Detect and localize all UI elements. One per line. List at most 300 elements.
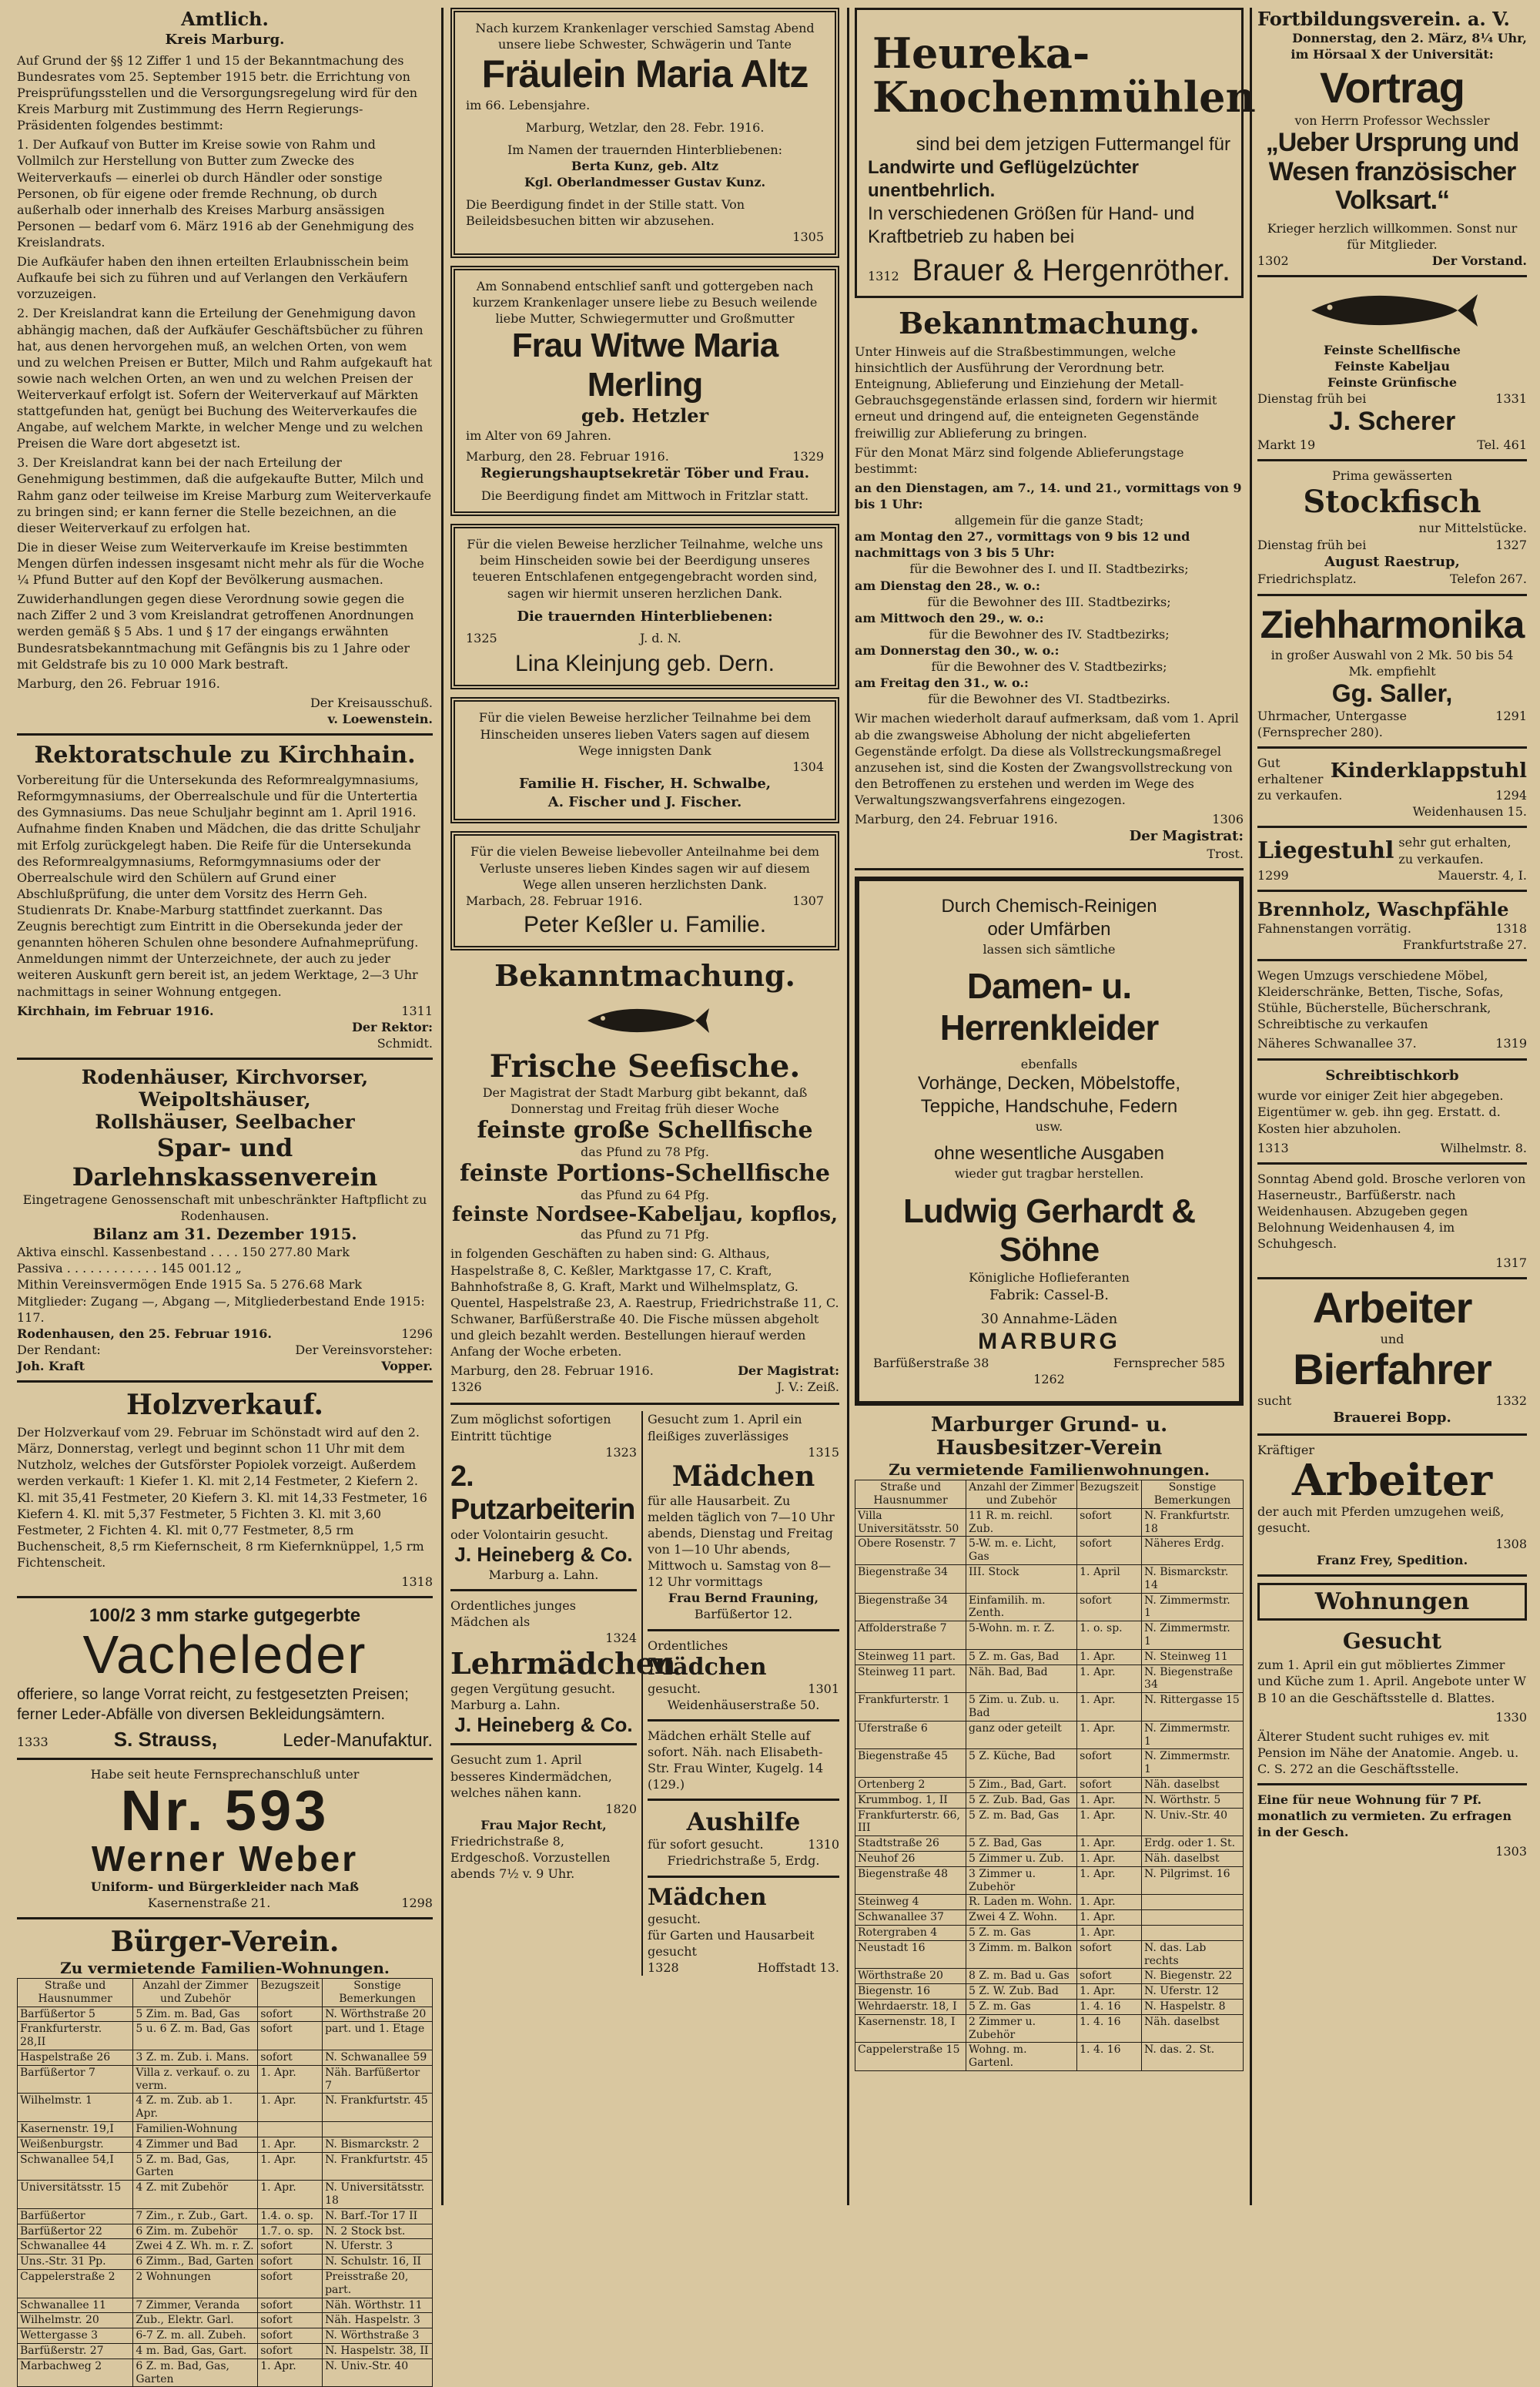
- signature: Trost.: [1207, 846, 1244, 861]
- divider: [17, 733, 433, 736]
- table-row: [855, 1836, 1244, 1852]
- ad-text: wieder gut tragbar herstellen.: [954, 1166, 1144, 1182]
- ad-number: 1307: [792, 893, 824, 908]
- ad-line: Feinste Schellfische: [1324, 342, 1461, 357]
- table-cell: N. Universitätsstr. 18: [323, 2181, 433, 2209]
- table-cell: 1. Apr.: [1077, 1792, 1142, 1808]
- table-row: [18, 2255, 433, 2270]
- stockfisch-ad: [1257, 468, 1527, 587]
- table-cell: 6 Z. m. Bad, Gas, Garten: [133, 2359, 258, 2387]
- ad-text: sehr gut erhalten, zu verkaufen.: [1398, 835, 1512, 867]
- bierfahrer-ad: [1257, 1283, 1527, 1427]
- sparverein-notice: [17, 1066, 433, 1374]
- ad-number: 1302: [1257, 253, 1289, 268]
- table-cell: N. Biegenstr. 22: [1142, 1969, 1244, 1984]
- table-cell: N. Zimmermstr. 1: [1142, 1593, 1244, 1621]
- table-cell: 1.7. o. sp.: [258, 2224, 323, 2239]
- table-cell: Biegenstr. 16: [855, 1984, 966, 2000]
- ad-number: 1262: [1033, 1372, 1065, 1387]
- ad-text: oder Volontairin gesucht.: [450, 1527, 609, 1542]
- ad-text: oder Umfärben: [987, 919, 1111, 940]
- table-cell: 1. Apr.: [1077, 1926, 1142, 1941]
- table-cell: N. Zimmermstr. 1: [1142, 1621, 1244, 1650]
- ad-top: Habe seit heute Fernsprechanschluß unter: [90, 1767, 360, 1782]
- signature: Der Magistrat:: [1129, 828, 1244, 845]
- table-cell: N. Wörthstr. 5: [1142, 1792, 1244, 1808]
- schreibtischkorb-ad: [1257, 1067, 1527, 1156]
- divider: [17, 1917, 433, 1919]
- table-row: [18, 2181, 433, 2209]
- ad-text: sind bei dem jetzigen Futtermangel für: [916, 134, 1230, 155]
- table-cell: Biegenstraße 34: [855, 1593, 966, 1621]
- obit-name: Fräulein Maria Altz: [481, 52, 808, 96]
- ad-number: 1328: [648, 1960, 679, 1975]
- section-subheading: Kreis Marburg.: [165, 32, 285, 48]
- ad-firm: Ludwig Gerhardt & Söhne: [903, 1192, 1195, 1269]
- table-cell: III. Stock: [966, 1565, 1077, 1594]
- ad-text: für sofort gesucht.: [648, 1837, 764, 1852]
- table-cell: [323, 2122, 433, 2137]
- divider: [1257, 1162, 1527, 1165]
- notice-title: Spar- und Darlehnskassenverein: [72, 1132, 378, 1192]
- ad-text: Landwirte und Geflügelzüchter unentbehrlich.: [868, 157, 1140, 201]
- ad-city: MARBURG: [978, 1329, 1120, 1355]
- table-cell: 5 Z. m. Gas: [966, 1926, 1077, 1941]
- paragraph: 2. Der Kreislandrat kann die Erteilung der Genehmigung davon abhängig machen, daß der Aufkäufer Geschäftsbücher zu führen hat, aus denen hervorgehen muß, an welchen Orten, von wem und zu welchen Preisen er Butter, Milch und Rahm aufgekauft hat sowie nach welchen Orten, an wen und zu welchen Preisen der Weiterverkauf erfolgt ist. Sofern der Weiterverkauf auf Märkten stattgefunden hat, genügt bei Buchung des Weiterverkaufes die Angabe, auf welchem Markte, in welcher Menge und zu welchen Preisen die Ware dort abgesetzt ist.: [17, 306, 433, 451]
- ad-phone: Tel. 461: [1477, 438, 1527, 453]
- table-cell: 1. Apr.: [1077, 1649, 1142, 1665]
- table-cell: Schwanallee 11: [18, 2298, 133, 2313]
- table-cell: 6-7 Z. m. all. Zubeh.: [133, 2328, 258, 2344]
- date-line: Marburg, den 28. Februar 1916.: [450, 1363, 654, 1379]
- table-cell: 1. 4. 16: [1077, 2014, 1142, 2043]
- table-cell: sofort: [258, 2022, 323, 2050]
- table-cell: 1. Apr.: [258, 2152, 323, 2181]
- ad-head: Mädchen: [648, 1653, 767, 1681]
- date-line: Kirchhain, im Februar 1916.: [17, 1003, 214, 1018]
- table-row: [855, 1508, 1244, 1537]
- table-row: [18, 2094, 433, 2122]
- divider: [17, 1596, 433, 1598]
- table-cell: N. Steinweg 11: [1142, 1649, 1244, 1665]
- table-cell: Frankfurterstr. 28,II: [18, 2022, 133, 2050]
- table-cell: Barfüßertor 5: [18, 2006, 133, 2022]
- table-cell: [258, 2122, 323, 2137]
- ad-number: 1305: [792, 230, 824, 245]
- fish-item: feinste Nordsee-Kabeljau, kopflos,: [451, 1203, 839, 1227]
- ad-text: zum 1. April ein gut möbliertes Zimmer und Küche zum 1. April. Angebote unter W B 10 an die Geschäftsstelle d. Blattes.: [1257, 1658, 1526, 1705]
- divider: [1257, 959, 1527, 961]
- divider: [17, 1058, 433, 1060]
- notice-sub: Eingetragene Genossenschaft mit unbeschränkter Haftpflicht zu Rodenhausen.: [22, 1192, 427, 1224]
- notice-text: Für den Monat März sind folgende Ablieferungstage bestimmt:: [855, 444, 1184, 476]
- signature: Der Magistrat:: [738, 1363, 839, 1379]
- obit-name: Frau Witwe Maria Merling: [511, 326, 778, 404]
- ziehharmonika-ad: [1257, 602, 1527, 740]
- ad-head: Stockfisch: [1303, 484, 1481, 521]
- collection-date-line: am Montag den 27., vormittags von 9 bis 12 und nachmittags von 3 bis 5 Uhr:: [855, 529, 1190, 561]
- table-header-cell: Anzahl der Zimmer und Zubehör: [966, 1480, 1077, 1509]
- table-cell: Weißenburgstr.: [18, 2137, 133, 2152]
- divider: [1257, 890, 1527, 892]
- table-row: [855, 1665, 1244, 1693]
- table-cell: 5 Z. m. Gas: [966, 1999, 1077, 2014]
- section-title: Wohnungen: [1257, 1583, 1527, 1621]
- notice-title: Bekanntmachung.: [494, 957, 795, 993]
- divider: [1257, 459, 1527, 461]
- ad-head: Lehrmädchen: [450, 1646, 676, 1681]
- divider: [1257, 1277, 1527, 1279]
- notice-names: Rodenhäuser, Kirchvorser, Weipoltshäuser,: [81, 1065, 369, 1111]
- table-cell: sofort: [258, 2328, 323, 2344]
- rektoratschule-ad: [17, 742, 433, 1051]
- obit-intro: Nach kurzem Krankenlager verschied Samstag Abend unsere liebe Schwester, Schwägerin und Tante: [475, 21, 815, 52]
- table-cell: 1. Apr.: [1077, 1836, 1142, 1852]
- table-cell: N. Zimmermstr. 1: [1142, 1749, 1244, 1778]
- table-cell: 1. 4. 16: [1077, 1999, 1142, 2014]
- table-cell: sofort: [1077, 1969, 1142, 1984]
- ad-number: 1333: [17, 1735, 49, 1750]
- table-cell: 4 Z. mit Zubehör: [133, 2181, 258, 2209]
- table-cell: 1. Apr.: [1077, 1984, 1142, 2000]
- divider: [1257, 1058, 1527, 1061]
- table-cell: N. Univ.-Str. 40: [1142, 1808, 1244, 1836]
- table-cell: Zwei 4 Z. Wohn.: [966, 1910, 1077, 1926]
- heureka-ad: [855, 8, 1256, 298]
- obit-mourner: Regierungshauptsekretär Töber und Frau.: [480, 465, 809, 482]
- ad-firm: S. Strauss,: [113, 1728, 218, 1752]
- ad-text: Durch Chemisch-Reinigen: [941, 896, 1157, 917]
- table-cell: 5 Z. m. Gas, Bad: [966, 1649, 1077, 1665]
- table-cell: N. Schwanallee 59: [323, 2050, 433, 2066]
- apartment-table: [855, 1480, 1244, 2071]
- table-row: [855, 1749, 1244, 1778]
- ad-head: Vortrag: [1320, 63, 1465, 112]
- ad-line: Dienstag früh bei: [1257, 391, 1367, 407]
- ad-line: Feinste Kabeljau: [1334, 358, 1451, 374]
- table-cell: N. Univ.-Str. 40: [323, 2359, 433, 2387]
- ad-text: Teppiche, Handschuhe, Federn: [920, 1096, 1178, 1118]
- table-cell: Rotergraben 4: [855, 1926, 966, 1941]
- ad-head: Arbeiter: [1291, 1455, 1492, 1507]
- ad-sub: Uhrmacher, Untergasse (Fernsprecher 280).: [1257, 708, 1407, 739]
- table-cell: 1. Apr.: [258, 2137, 323, 2152]
- fortbildung-ad: [1257, 8, 1527, 269]
- ad-number: 1323: [605, 1444, 637, 1460]
- ad-number: 1306: [1212, 812, 1244, 827]
- table-cell: 5 Zim., Bad, Gart.: [966, 1778, 1077, 1793]
- table-cell: Barfüßertor: [18, 2208, 133, 2224]
- grundverein-table: [855, 1413, 1244, 2071]
- divider: [648, 1799, 839, 1801]
- ad-text: Älterer Student sucht ruhiges ev. mit Pension im Nähe der Anatomie. Angeb. u. C. S. 272 an die Geschäftsstelle.: [1257, 1728, 1519, 1776]
- ad-address: Markt 19: [1257, 438, 1316, 453]
- ad-number: 1291: [1495, 708, 1527, 723]
- table-cell: N. Biegenstraße 34: [1142, 1665, 1244, 1693]
- table-cell: 5 Z. Bad, Gas: [966, 1836, 1077, 1852]
- table-cell: N. Rittergasse 15: [1142, 1693, 1244, 1722]
- column-2: [450, 8, 839, 2205]
- amtlich-notice: [17, 8, 433, 727]
- table-cell: 1. Apr.: [1077, 1665, 1142, 1693]
- ad-text: usw.: [1035, 1119, 1063, 1135]
- table-cell: Barfüßerstr. 27: [18, 2344, 133, 2359]
- table-cell: 11 R. m. reichl. Zub.: [966, 1508, 1077, 1537]
- table-cell: Stadtstraße 26: [855, 1836, 966, 1852]
- table-cell: Ortenberg 2: [855, 1778, 966, 1793]
- table-cell: N. Frankfurtstr. 45: [323, 2094, 433, 2122]
- table-row: [855, 1926, 1244, 1941]
- table-cell: 5-Wohn. m. r. Z.: [966, 1621, 1077, 1650]
- table-cell: Biegenstraße 48: [855, 1866, 966, 1895]
- divider: [648, 1719, 839, 1722]
- thanks-name: Lina Kleinjung geb. Dern.: [515, 651, 775, 677]
- bilanz-line: Mithin Vereinsvermögen Ende 1915 Sa. 5 276.68 Mark: [17, 1277, 362, 1292]
- signature: Joh. Kraft: [17, 1358, 85, 1373]
- table-cell: 1. April: [1077, 1565, 1142, 1594]
- ad-name: Frau Bernd Frauning,: [668, 1591, 819, 1606]
- table-cell: Affolderstraße 7: [855, 1621, 966, 1650]
- ad-sub: Uniform- und Bürgerkleider nach Maß: [90, 1879, 360, 1894]
- table-cell: 4 Z. m. Zub. ab 1. Apr.: [133, 2094, 258, 2122]
- ad-number: 1329: [792, 449, 824, 464]
- signature: Der Kreisausschuß.: [310, 695, 433, 710]
- table-cell: N. Haspelstr. 38, II: [323, 2344, 433, 2359]
- obit-age: im Alter von 69 Jahren.: [466, 428, 611, 444]
- fish-price: das Pfund zu 71 Pfg.: [581, 1227, 709, 1242]
- table-row: [855, 1999, 1244, 2014]
- table-cell: sofort: [258, 2239, 323, 2255]
- umzug-ad: [1257, 967, 1527, 1052]
- table-cell: Krummbog. 1, II: [855, 1792, 966, 1808]
- ad-text: Vorhänge, Decken, Möbelstoffe,: [917, 1073, 1181, 1095]
- table-cell: Näh. Wörthstr. 11: [323, 2298, 433, 2313]
- ad-address: Weidenhausen 15.: [1412, 804, 1527, 820]
- ad-address: Friedrichstraße 8, Erdgeschoß. Vorzustellen abends 7½ v. 9 Uhr.: [450, 1834, 611, 1882]
- obit-place: Marburg, Wetzlar, den 28. Febr. 1916.: [525, 119, 765, 135]
- ad-head: Damen- u. Herrenkleider: [939, 966, 1159, 1048]
- ad-address: Wilhelmstr. 8.: [1440, 1140, 1527, 1155]
- ad-fabrik: Fabrik: Cassel-B.: [989, 1286, 1109, 1303]
- thanks-name: Familie H. Fischer, H. Schwalbe,: [518, 775, 772, 792]
- paragraph: 3. Der Kreislandrat kann bei der nach Erteilung der Genehmigung bestimmen, daß die aufgekaufte Butter, Milch und Rahm ganz oder teilweise im Kreise Marburg zum Weiterverkaufe zu bringen sind; er kann ferner die Stelle bezeichnen, an die dieser Weiterverkauf zu erfolgen hat.: [17, 455, 432, 535]
- obit-intro: Am Sonnabend entschlief sanft und gottergeben nach kurzem Krankenlager unsere liebe zu Besuch weilende liebe Mutter, Schwiegermutter und Großmutter: [472, 278, 818, 326]
- table-cell: 6 Zimm., Bad, Garten: [133, 2255, 258, 2270]
- table-cell: Wilhelmstr. 1: [18, 2094, 133, 2122]
- signature: Der Rektor:: [351, 1019, 433, 1034]
- table-row: [855, 1866, 1244, 1895]
- notice-names: Rollshäuser, Seelbacher: [95, 1110, 355, 1133]
- ad-text: gesucht.: [648, 1911, 701, 1926]
- ad-text: gegen Vergütung gesucht. Marburg a. Lahn.: [450, 1681, 615, 1713]
- table-cell: Neustadt 16: [855, 1940, 966, 1969]
- ad-text: Sonntag Abend gold. Brosche verloren von Haserneustr., Barfüßerstr. nach Weidenhausen. Abzugeben gegen Belohnung Weidenhausen 4, im Schuhgesch.: [1257, 1171, 1526, 1252]
- table-cell: 1.4. o. sp.: [258, 2208, 323, 2224]
- collection-date-line: am Donnerstag den 30., w. o.:: [855, 642, 1060, 658]
- table-cell: Obere Rosenstr. 7: [855, 1537, 966, 1565]
- notice-head: Frische Seefische.: [489, 1048, 801, 1085]
- ad-address: Frankfurtstraße 27.: [1402, 937, 1527, 952]
- column-rule: [441, 8, 444, 2205]
- ad-text: ebenfalls: [1020, 1057, 1078, 1072]
- ad-number: 1296: [401, 1326, 433, 1341]
- ad-text: Gesucht zum 1. April ein fleißiges zuverlässiges: [648, 1412, 802, 1443]
- table-cell: Kasernenstr. 19,I: [18, 2122, 133, 2137]
- divider: [1257, 1574, 1527, 1577]
- table-cell: Zub., Elektr. Garl.: [133, 2313, 258, 2328]
- table-row: [855, 1792, 1244, 1808]
- brosche-ad: [1257, 1171, 1527, 1272]
- ad-text: Gut erhaltener: [1257, 756, 1324, 787]
- table-cell: Neuhof 26: [855, 1852, 966, 1867]
- table-cell: Biegenstraße 45: [855, 1749, 966, 1778]
- ad-address: Friedrichsplatz.: [1257, 572, 1357, 587]
- table-row: [855, 1910, 1244, 1926]
- table-cell: sofort: [258, 2270, 323, 2298]
- ad-text: und: [1380, 1332, 1404, 1347]
- ad-text: in großer Auswahl von 2 Mk. 50 bis 54 Mk. empfiehlt: [1270, 647, 1514, 679]
- table-cell: Cappelerstraße 2: [18, 2270, 133, 2298]
- table-row: [18, 2152, 433, 2181]
- table-cell: 1. Apr.: [258, 2065, 323, 2094]
- ad-text: zu verkaufen.: [1257, 788, 1343, 803]
- ad-name: Gg. Saller,: [1331, 679, 1453, 707]
- ad-head: Brennholz, Waschpfähle: [1257, 897, 1509, 920]
- table-cell: Näh. daselbst: [1142, 1852, 1244, 1867]
- table-cell: Villa z. verkauf. o. zu verm.: [133, 2065, 258, 2094]
- table-cell: N. Wörthstraße 20: [323, 2006, 433, 2022]
- table-row: [855, 1778, 1244, 1793]
- table-cell: 5 Z. Zub. Bad, Gas: [966, 1792, 1077, 1808]
- seefische-notice: [450, 958, 839, 1396]
- table-row: [855, 1565, 1244, 1594]
- table-cell: 1. Apr.: [1077, 1693, 1142, 1722]
- collection-date-line: an den Dienstagen, am 7., 14. und 21., vormittags von 9 bis 1 Uhr:: [855, 480, 1242, 511]
- table-row: [18, 2050, 433, 2066]
- ad-number: 1315: [808, 1444, 839, 1460]
- ad-firm: Franz Frey, Spedition.: [1316, 1553, 1468, 1568]
- ad-topic: „Ueber Ursprung und Wesen französischer Volksart.“: [1265, 128, 1519, 216]
- table-cell: 2 Wohnungen: [133, 2270, 258, 2298]
- table-cell: Universitätsstr. 15: [18, 2181, 133, 2209]
- ad-address: Weidenhäuserstraße 50.: [667, 1697, 820, 1712]
- table-cell: N. Barf.-Tor 17 II: [323, 2208, 433, 2224]
- table-cell: 3 Zimmer u. Zubehör: [966, 1866, 1077, 1895]
- table-cell: Familien-Wohnung: [133, 2122, 258, 2137]
- column-1: [17, 8, 433, 2385]
- ad-head: 2. Putzarbeiterin: [450, 1460, 635, 1526]
- ad-head: Bierfahrer: [1293, 1345, 1491, 1394]
- column-rule: [1250, 8, 1252, 2205]
- collection-date-line: für die Bewohner des IV. Stadtbezirks;: [929, 626, 1170, 642]
- table-cell: N. Zimmermstr. 1: [1142, 1721, 1244, 1749]
- kinderklappstuhl-ad: [1257, 755, 1527, 820]
- table-header-cell: Sonstige Bemerkungen: [323, 1979, 433, 2007]
- ad-city: Marburg a. Lahn.: [488, 1567, 599, 1582]
- table-cell: 2 Zimmer u. Zubehör: [966, 2014, 1077, 2043]
- fish-icon: [1304, 283, 1481, 337]
- table-cell: 1. Apr.: [1077, 1808, 1142, 1836]
- gerhardt-ad: [855, 877, 1244, 1406]
- ad-text: der auch mit Pferden umzugehen weiß, gesucht.: [1257, 1504, 1505, 1535]
- ad-number: 1318: [401, 1574, 433, 1590]
- ad-head: Mädchen: [648, 1883, 767, 1911]
- werner-weber-ad: [17, 1766, 433, 1911]
- ad-number: 1327: [1495, 537, 1527, 552]
- table-cell: Näh. Bad, Bad: [966, 1665, 1077, 1693]
- ad-number: 1301: [808, 1681, 839, 1696]
- ad-number: 1318: [1495, 920, 1527, 936]
- table-cell: ganz oder geteilt: [966, 1721, 1077, 1749]
- ad-top: 100/2 3 mm starke gutgegerbte: [89, 1605, 361, 1627]
- table-cell: 3 Z. m. Zub. i. Mans.: [133, 2050, 258, 2066]
- divider: [1257, 826, 1527, 828]
- ad-phone: Fernsprecher 585: [1113, 1356, 1225, 1371]
- ad-name: J. Scherer: [1328, 407, 1456, 437]
- ad-firm: J. Heineberg & Co.: [454, 1542, 633, 1566]
- table-cell: Frankfurterstr. 66, III: [855, 1808, 966, 1836]
- table-row: [855, 1693, 1244, 1722]
- ad-text: wurde vor einiger Zeit hier abgegeben. Eigentümer w. geb. ihn geg. Erstatt. d. Kosten hier abzuholen.: [1257, 1088, 1504, 1136]
- table-row: [855, 1649, 1244, 1665]
- table-cell: sofort: [1077, 1537, 1142, 1565]
- table-cell: Näh. daselbst: [1142, 1778, 1244, 1793]
- collection-date-line: für die Bewohner des I. und II. Stadtbezirks;: [909, 562, 1189, 577]
- thanks-fischer: [450, 697, 839, 823]
- date-line: Rodenhausen, den 25. Februar 1916.: [17, 1326, 272, 1341]
- ad-number: 1298: [401, 1895, 433, 1910]
- table-cell: 1. Apr.: [258, 2181, 323, 2209]
- phone-number: Nr. 593: [120, 1779, 330, 1843]
- divider: [855, 868, 1244, 870]
- ad-top: Prima gewässerten: [1331, 468, 1452, 484]
- table-row: [855, 1593, 1244, 1621]
- table-cell: 1. o. sp.: [1077, 1621, 1142, 1650]
- table-row: [18, 2208, 433, 2224]
- table-subtitle: Zu vermietende Familienwohnungen.: [889, 1460, 1210, 1480]
- table-cell: N. Uferstr. 12: [1142, 1984, 1244, 2000]
- notice-text: Der Holzverkauf vom 29. Februar im Schönstadt wird auf den 2. März, Donnerstag, verlegt und beginnt schon 11 Uhr mit dem Nutzholz, welches der Gutsförster Popiolek vorzeigt. Außerdem werden verkauft: 1 Kiefer 1. Kl. mit 2,14 Festmeter, 2 Kiefern 2. Kl. mit 35,41 Festmeter, 20 Kiefern 3. Kl. mit 14,33 Festmeter, 16 Kiefern 4. Kl. mit 5,37 Festmeter, 5 Fichten 3. Kl. mit 3,60 Festmeter, 2 Fichten 4. Kl. mit 0,77 Festmeter, 8,5 rm Buchenscheit, 8,5 rm Kiefernscheit, 8 rm Kiefernknüppel, 1,5 rm Fichtenscheit.: [17, 1425, 427, 1570]
- signature: Der Vorstand.: [1431, 253, 1527, 268]
- ad-name: August Raestrup,: [1324, 553, 1460, 570]
- ad-address: Hoffstadt 13.: [757, 1960, 839, 1975]
- ad-number: 1294: [1495, 788, 1527, 803]
- small-ads-right: [643, 1411, 839, 1976]
- ad-stores: 30 Annahme-Läden: [980, 1311, 1118, 1328]
- ad-number: 1319: [1495, 1036, 1527, 1051]
- signature: Der Rendant:: [17, 1342, 101, 1357]
- table-cell: Näh. daselbst: [1142, 2014, 1244, 2043]
- notice-text: Wir machen wiederholt darauf aufmerksam, daß vom 1. April ab die zwangsweise Abholung der nicht abgelieferten Gegenstände erfolgt. Da diese als Vollstreckungsmaßregel anzusehen ist, sind die Kosten der Zwangsvollstreckung von den Betroffenen zu erstehen und werden im Wege des Verwaltungszwangsverfahrens eingezogen.: [855, 711, 1239, 807]
- thanks-idn: J. d. N.: [639, 631, 681, 646]
- table-cell: Einfamilih. m. Zenth.: [966, 1593, 1077, 1621]
- table-cell: 5 Zim. u. Zub. u. Bad: [966, 1693, 1077, 1722]
- thanks-kessler: [450, 831, 839, 950]
- date-line: Marburg, den 26. Februar 1916.: [17, 676, 220, 691]
- ad-title: Fortbildungsverein. a. V.: [1257, 8, 1510, 30]
- table-header-cell: Bezugszeit: [1077, 1480, 1142, 1509]
- table-title: Bürger-Verein.: [110, 1926, 340, 1959]
- table-cell: sofort: [1077, 1778, 1142, 1793]
- table-header-cell: Bezugszeit: [258, 1979, 323, 2007]
- thanks-name: A. Fischer und J. Fischer.: [547, 793, 742, 810]
- table-cell: Uferstraße 6: [855, 1721, 966, 1749]
- vacheleder-ad: [17, 1604, 433, 1752]
- ad-number: 1304: [792, 759, 824, 774]
- table-cell: 1. Apr.: [1077, 1910, 1142, 1926]
- table-header-cell: Sonstige Bemerkungen: [1142, 1480, 1244, 1509]
- thanks-text: Für die vielen Beweise herzlicher Teilnahme bei dem Hinscheiden unseres lieben Vaters sagen auf diesem Wege innigsten Dank: [478, 710, 812, 758]
